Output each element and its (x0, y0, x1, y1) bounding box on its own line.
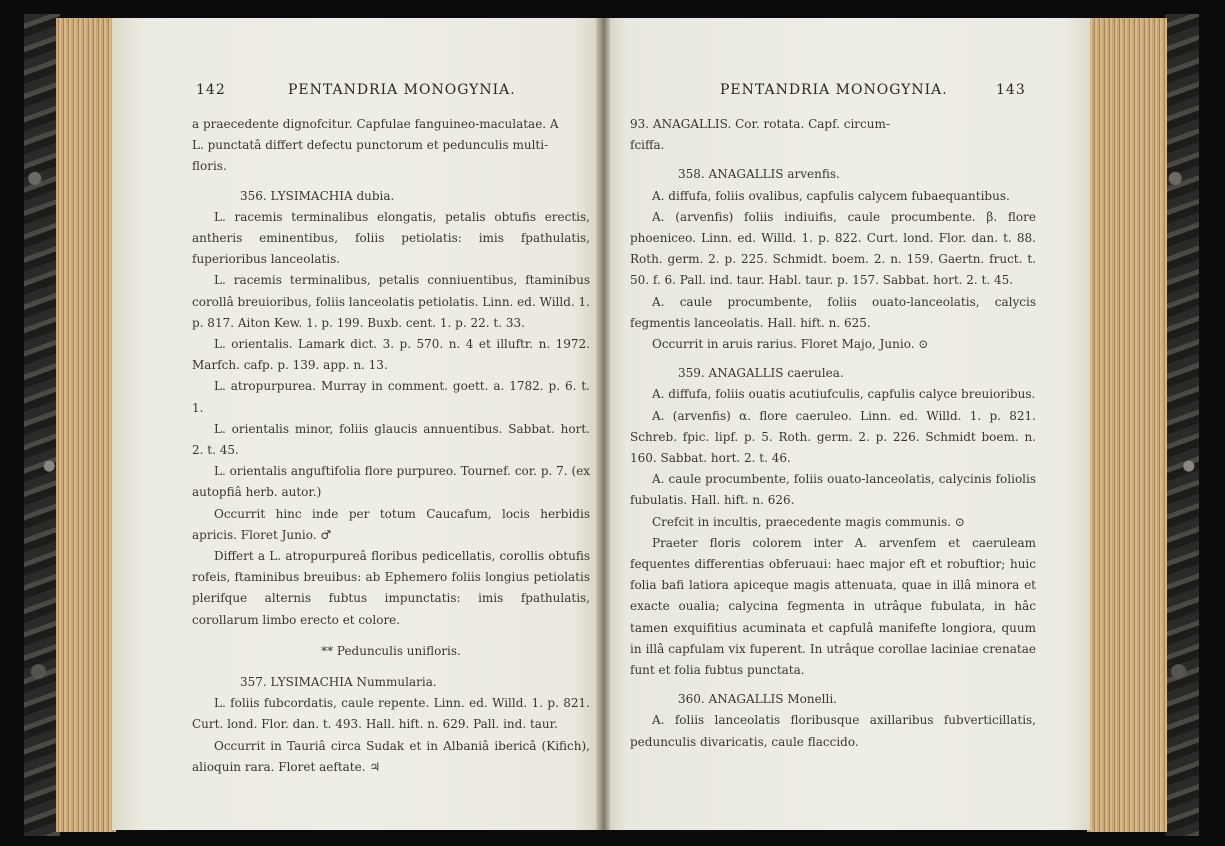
right_page-heading-2: 358. ANAGALLIS arvenfis. (678, 167, 840, 182)
left_page-entry-14: L. foliis fubcordatis, caule repente. Linn. ed. Willd. 1. p. 821. Curt. lond. Flor. dan. t. 493. Hall. hift. n. 629. Pall. ind. taur. (192, 696, 590, 732)
right_page-cont-0: 93. ANAGALLIS. Cor. rotata. Capf. circum- (630, 117, 890, 131)
right_page-cont-1: fciffa. (630, 138, 665, 153)
left_page-entry-9: L. orientalis anguftifolia flore purpureo. Tournef. cor. p. 7. (ex autopfiâ herb. autor.) (192, 464, 590, 500)
book-gutter (596, 18, 610, 830)
left-page (112, 18, 602, 830)
left_page-entry-8: L. orientalis minor, foliis glaucis annuentibus. Sabbat. hort. 2. t. 45. (192, 421, 590, 458)
left_page-heading-13: 357. LYSIMACHIA Nummularia. (240, 675, 437, 690)
right_page-entry-9: A. (arvenfis) α. flore caeruleo. Linn. ed. Willd. 1. p. 821. Schreb. fpic. lipf. p. 5. Roth. germ. 2. p. 226. Schmidt boem. n. 160. Sabbat. hort. 2. t. 46. (630, 408, 1036, 466)
marbled-cover-right (1165, 14, 1199, 836)
left_page-entry-15: Occurrit in Tauriâ circa Sudak et in Albaniâ ibericâ (Kifich), alioquin rara. Floret aeftate. ♃ (192, 738, 590, 774)
right_page-entry-3: A. diffufa, foliis ovalibus, capfulis calycem fubaequantibus. (652, 188, 1010, 203)
left_page-entry-7: L. atropurpurea. Murray in comment. goett. a. 1782. p. 6. t. 1. (192, 379, 590, 415)
page-edges-right (1087, 18, 1167, 832)
left_page-entry-5: L. racemis terminalibus, petalis conniuentibus, ftaminibus corollâ breuioribus, foliis lanceolatis petiolatis. Linn. ed. Willd. 1. p. 817. Aiton Kew. 1. p. 199. Buxb. cent. 1. p. 22. t. 33. (192, 273, 590, 330)
right-page-number: 143 (996, 82, 1026, 98)
left_page-center-12: ** Pedunculis unifloris. (321, 643, 461, 658)
left_page-entry-11: Differt a L. atropurpureâ floribus pedicellatis, corollis obtufis rofeis, ftaminibus breuibus: ab Ephemero foliis longius petiolatis plerifque alternis fubtus impunctatis: imis fpathulatis, corollarum limbo erecto et colore. (192, 549, 590, 627)
left_page-cont-1: L. punctatâ differt defectu punctorum et pedunculis multi- (192, 138, 549, 153)
right-page (602, 18, 1090, 830)
left_page-entry-10: Occurrit hinc inde per totum Caucafum, locis herbidis apricis. Floret Junio. ♂ (192, 506, 590, 542)
marbled-cover-left (24, 14, 60, 836)
right_page-heading-13: 360. ANAGALLIS Monelli. (678, 692, 837, 707)
right_page-entry-8: A. diffufa, foliis ouatis acutiufculis, capfulis calyce breuioribus. (652, 387, 1036, 402)
right_page-entry-11: Crefcit in incultis, praecedente magis communis. ⊙ (652, 514, 965, 529)
left_page-entry-6: L. orientalis. Lamark dict. 3. p. 570. n. 4 et illuftr. n. 1972. Marfch. cafp. p. 139. app. n. 13. (192, 337, 590, 373)
page-edges-left (56, 18, 116, 832)
left_page-entry-4: L. racemis terminalibus elongatis, petalis obtufis erectis, antheris eminentibus, foliis petiolatis: imis fpathulatis, fuperioribus lanceolatis. (192, 209, 590, 267)
left-page-body (192, 114, 590, 778)
left_page-cont-0: a praecedente dignofcitur. Capfulae fanguineo-maculatae. A (192, 117, 559, 131)
left_page-heading-3: 356. LYSIMACHIA dubia. (240, 188, 395, 203)
right-page-body (630, 114, 1036, 753)
right_page-entry-5: A. caule procumbente, foliis ouato-lanceolatis, calycis fegmentis lanceolatis. Hall. hift. n. 625. (630, 294, 1036, 330)
right_page-entry-12: Praeter floris colorem inter A. arvenfem et caeruleam fequentes differentias obferuaui: haec major eft et robuftior; huic folia bafi latiora apiceque magis attenuata, quae in illâ minora et exacte oualia; calycina fegmenta in utrâque fubulata, in hâc tamen exquifitius acuminata et capfulâ manifefte longiora, quum in illâ capfulam vix fuperent. In utrâque corollae laciniae crenatae funt et folia fubtus punctata. (630, 535, 1036, 678)
left-running-head: PENTANDRIA MONOGYNIA. (288, 82, 516, 98)
right_page-entry-10: A. caule procumbente, foliis ouato-lanceolatis, calycinis foliolis fubulatis. Hall. hift. n. 626. (630, 472, 1036, 508)
left-page-number: 142 (196, 82, 226, 98)
right_page-entry-14: A. foliis lanceolatis floribusque axillaribus fubverticillatis, pedunculis divaricatis, caule flaccido. (630, 713, 1036, 749)
right_page-heading-7: 359. ANAGALLIS caerulea. (678, 366, 844, 381)
right_page-entry-4: A. (arvenfis) foliis indiuifis, caule procumbente. β. flore phoeniceo. Linn. ed. Willd. 1. p. 822. Curt. lond. Flor. dan. t. 88. Roth. germ. 2. p. 225. Schmidt. boem. 2. n. 159. Gaertn. fruct. t. 50. f. 6. Pall. ind. taur. Habl. taur. p. 157. Sabbat. hort. 2. t. 45. (630, 209, 1036, 288)
right-running-head: PENTANDRIA MONOGYNIA. (720, 82, 948, 98)
right_page-entry-6: Occurrit in aruis rarius. Floret Majo, Junio. ⊙ (652, 337, 929, 352)
left_page-cont-2: floris. (192, 159, 227, 174)
